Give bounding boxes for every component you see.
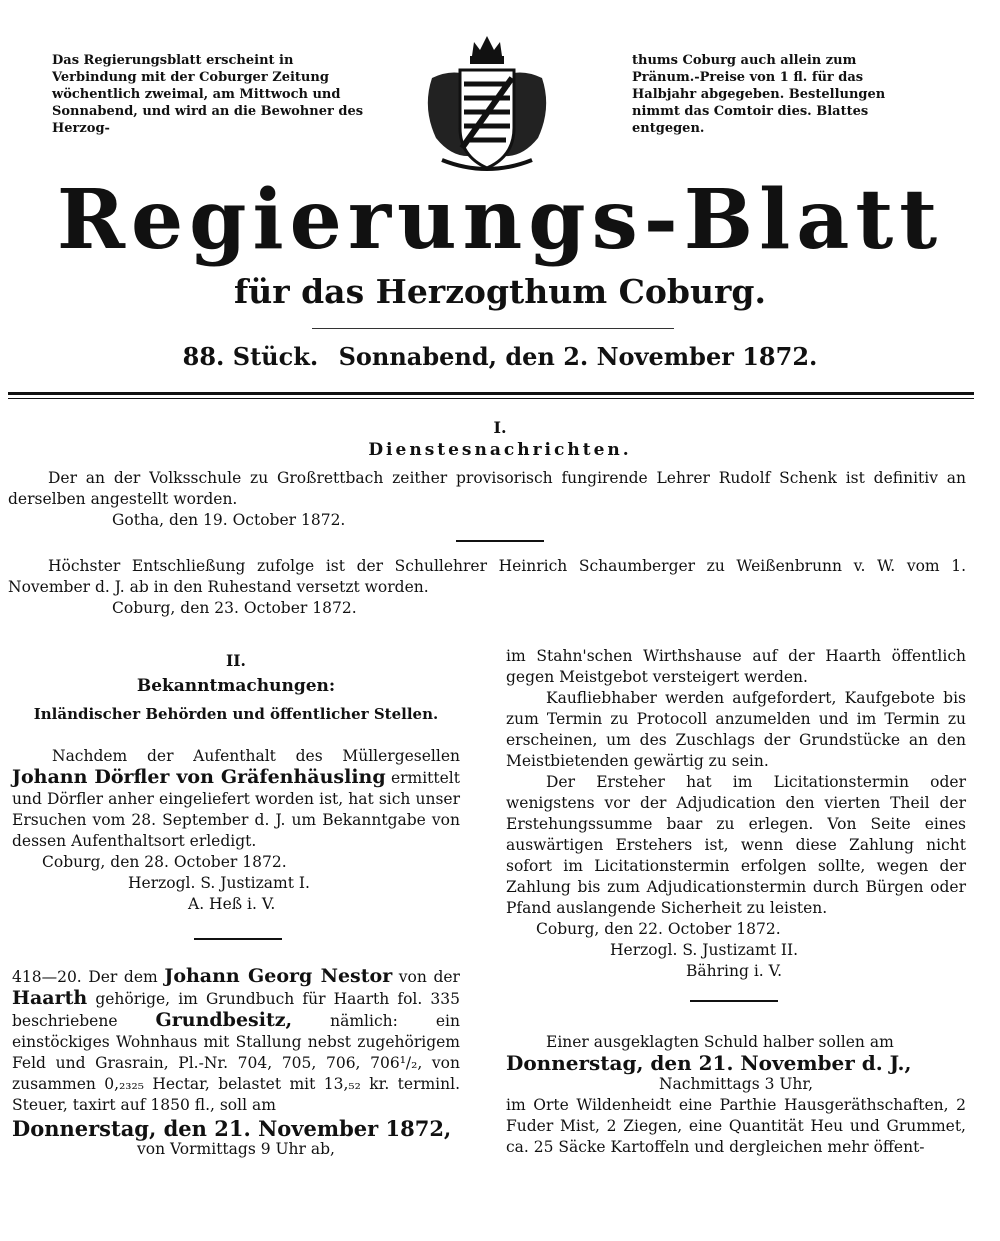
subscription-note-right: thums Coburg auch allein zum Pränum.-Preise von 1 fl. für das Halbjahr abgegeben. Bestellungen nimmt das Comtoir dies. Blattes entgegen.: [632, 53, 886, 136]
section-heading: Bekanntmachungen:: [136, 676, 336, 696]
notice-text: Der Ersteher hat im Licitationstermin oder wenigstens vor der Adjudication den vierten Theil der Erstehungssumme baar zu erlegen. Von Seite eines auswärtigen Erstehers ist, wenn diese Zahlung nicht sofort im Licitationstermin erfolgen sollte, wegen der Zahlung bis zum Adjudicationstermin durch Bürgen oder Pfand auslangende Sicherheit zu leisten.: [506, 773, 966, 917]
notice-date: Coburg, den 28. October 1872.: [42, 853, 287, 871]
auction-date: Donnerstag, den 21. November 1872,: [12, 1116, 452, 1141]
issue-number: 88. Stück.: [182, 342, 319, 371]
masthead-subtitle: für das Herzogthum Coburg.: [234, 272, 766, 311]
notice-debt-auction: [506, 1032, 966, 1158]
notice-text: Höchster Entschließung zufolge ist der Schullehrer Heinrich Schaumberger zu Weißenbrunn v. W. vom 1. November d. J. ab in den Ruhestand versetzt worden.: [8, 557, 966, 596]
divider: [690, 1000, 778, 1002]
notice-text: gehörige, im Grundbuch für Haarth fol. 335 beschriebene: [12, 990, 460, 1030]
header-rule: [8, 392, 974, 399]
property-term: Grundbesitz,: [155, 1009, 293, 1031]
issue-line: [0, 342, 1000, 371]
section-heading: Dienstesnachrichten.: [368, 440, 632, 460]
notice-text: Einer ausgeklagten Schuld halber sollen am: [546, 1033, 894, 1051]
notice-date: Coburg, den 23. October 1872.: [112, 599, 357, 617]
service-notice-1: [8, 468, 966, 531]
notice-text: im Orte Wildenheidt eine Parthie Hausgeräthschaften, 2 Fuder Mist, 2 Ziegen, eine Quantität Heu und Grummet, ca. 25 Säcke Kartoffeln und dergleichen mehr öffent-: [506, 1096, 966, 1156]
notice-text: 418—20. Der dem: [12, 968, 158, 986]
service-notice-2: [8, 556, 966, 619]
notice-office: Herzogl. S. Justizamt I.: [128, 874, 310, 892]
place-name: Haarth: [12, 987, 88, 1009]
section-numeral: II.: [226, 651, 246, 670]
notice-date: Gotha, den 19. October 1872.: [112, 511, 346, 529]
person-name: Johann Dörfler von Gräfenhäusling: [12, 766, 386, 788]
auction-time: Nachmittags 3 Uhr,: [658, 1075, 814, 1093]
coat-of-arms-icon: [412, 28, 562, 178]
auction-date: Donnerstag, den 21. November d. J.,: [506, 1051, 912, 1075]
divider: [194, 938, 282, 940]
notice-text: von der: [398, 968, 460, 986]
notice-text: im Stahn'schen Wirthshause auf der Haarth öffentlich gegen Meistgebot versteigert werden.: [506, 647, 966, 686]
notice-doerfler: [12, 746, 460, 915]
divider: [312, 328, 674, 329]
notice-signature: Bähring i. V.: [686, 962, 783, 980]
subscription-note-left: Das Regierungsblatt erscheint in Verbindung mit der Coburger Zeitung wöchentlich zweimal, am Mittwoch und Sonnabend, und wird an die Bewohner des Herzog-: [52, 53, 364, 136]
notice-text: Kaufliebhaber werden aufgefordert, Kaufgebote bis zum Termin zu Protocoll anzumelden und im Termin zu erscheinen, um des Zuschlags der Grundstücke an den Meistbietenden gewärtig zu sein.: [506, 689, 966, 770]
section-subheading: Inländischer Behörden und öffentlicher Stellen.: [33, 705, 439, 723]
auction-time: von Vormittags 9 Uhr ab,: [137, 1140, 335, 1158]
notice-text: Nachdem der Aufenthalt des Müllergesellen: [52, 747, 460, 765]
masthead-title: Regierungs-Blatt: [56, 172, 944, 268]
notice-office: Herzogl. S. Justizamt II.: [610, 941, 799, 959]
section-numeral: I.: [493, 418, 507, 437]
person-name: Johann Georg Nestor: [164, 965, 393, 987]
notice-text: Der an der Volksschule zu Großrettbach zeither provisorisch fungirende Lehrer Rudolf Schenk ist definitiv an derselben angestellt worden.: [8, 469, 966, 508]
notice-date: Coburg, den 22. October 1872.: [536, 920, 781, 938]
notice-nestor: [12, 966, 460, 1160]
notice-nestor-continued: [506, 646, 966, 982]
notice-signature: A. Heß i. V.: [188, 895, 276, 913]
issue-date: Sonnabend, den 2. November 1872.: [338, 342, 818, 371]
notice-text: ermittelt und Dörfler anher eingeliefert worden ist, hat sich unser Ersuchen vom 28. September d. J. um Bekanntgabe von dessen Aufenthaltsort erledigt.: [12, 769, 460, 850]
divider: [456, 540, 544, 542]
notice-text: nämlich: ein einstöckiges Wohnhaus mit Stallung nebst zugehörigem Feld und Grasrain, Pl.-Nr. 704, 705, 706, 706¹/₂, von zusammen 0,₂₃₂₅ Hectar, belastet mit 13,₅₂ kr. terminl. Steuer, taxirt auf 1850 fl., soll am: [12, 1012, 460, 1114]
